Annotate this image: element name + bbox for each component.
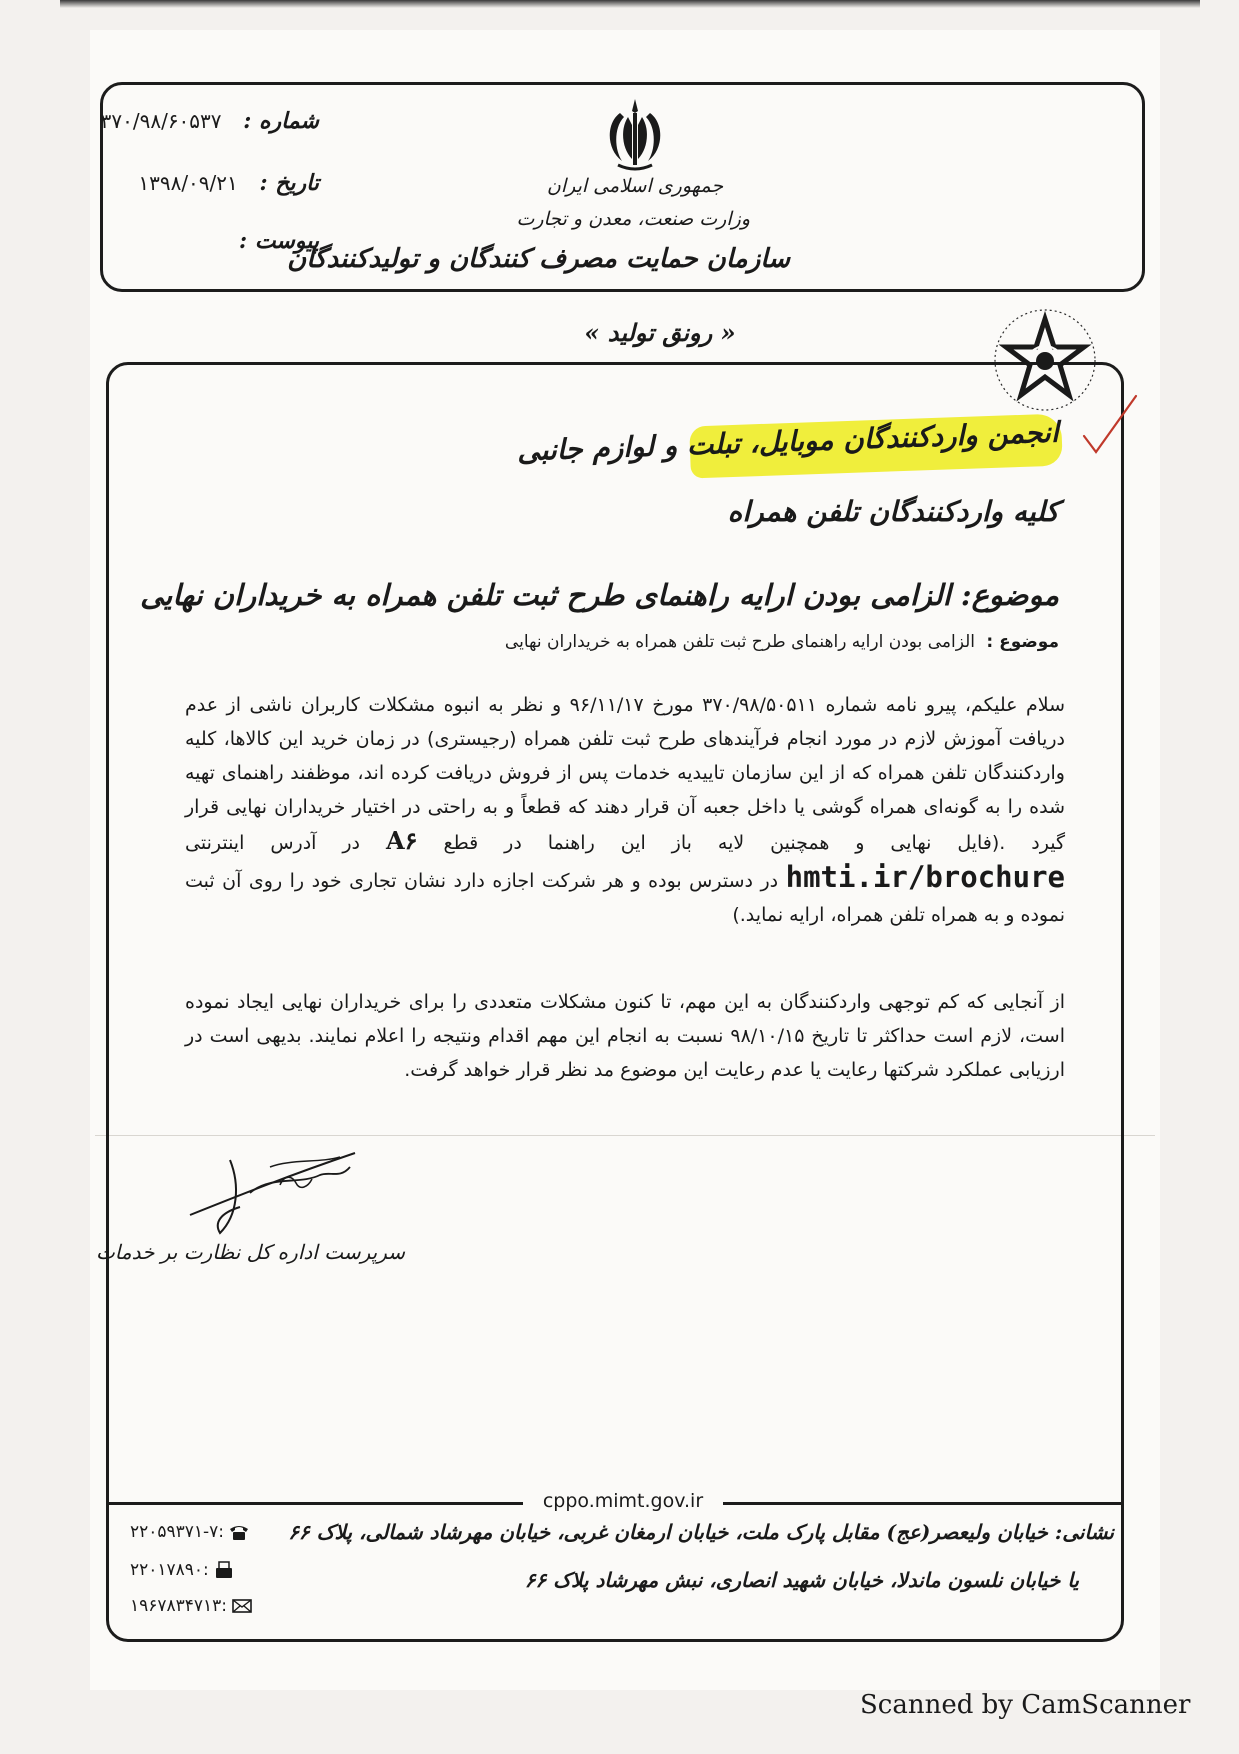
letter-date-value: ۱۳۹۸/۰۹/۲۱	[138, 171, 238, 195]
fax-number: ۲۲۰۱۷۸۹۰:	[130, 1560, 209, 1580]
recipient-line: انجمن واردکنندگان موبایل، تبلت و لوازم جانبی	[516, 415, 1060, 468]
body-paragraph-2	[185, 985, 1065, 1087]
motto: « رونق تولید »	[584, 318, 736, 347]
letter-attachment-row	[225, 228, 319, 254]
postal-code: ۱۹۶۷۸۳۴۷۱۳:	[130, 1596, 228, 1616]
letterhead-ministry: وزارت صنعت، معدن و تجارت	[516, 208, 750, 230]
body-p1-b: در آدرس اینترنتی	[185, 832, 361, 854]
letter-attachment-label: پیوست :	[239, 228, 319, 254]
fax-icon	[213, 1561, 235, 1579]
brochure-url: hmti.ir/brochure	[785, 860, 1065, 894]
iran-emblem-icon	[600, 95, 670, 171]
letterhead-organization: سازمان حمایت مصرف کنندگان و تولیدکنندگان	[287, 244, 790, 274]
phone-number: ۲۲۰۵۹۳۷۱-۷:	[130, 1522, 225, 1542]
address-line-2: یا خیابان نلسون ماندلا، خیابان شهید انصاری، نبش مهرشاد پلاک ۶۶	[524, 1568, 1079, 1592]
envelope-icon	[231, 1597, 253, 1615]
letter-number-value: ۳۷۰/۹۸/۶۰۵۳۷	[100, 109, 222, 133]
body-p1-a: سلام علیکم، پیرو نامه شماره ۳۷۰/۹۸/۵۰۵۱۱ مورخ ۹۶/۱۱/۱۷ و نظر به انبوه مشکلات کاربران ناشی از عدم دریافت آموزش لازم در مورد انجام فرآیندهای طرح ثبت تلفن همراه (رجیستری) در زمان خرید این کالاها، کلیه واردکنندگان تلفن همراه که از این سازمان تاییدیه خدمات پس از فروش دریافت کرده اند، موظفند راهنمای تهیه شده را به گونه‌ای همراه گوشی یا داخل جعبه آن قرار دهند که قطعاً و به راحتی در اختیار خریداران نهایی قرار گیرد .(فایل نهایی و همچنین لایه باز این راهنما در قطع	[185, 694, 1066, 854]
body-paragraph-1	[185, 688, 1065, 932]
letter-date-label: تاریخ :	[259, 170, 319, 196]
signature-title: سرپرست اداره کل نظارت بر خدمات	[95, 1240, 405, 1264]
body-p1-c: در دسترس بوده و هر شرکت اجازه دارد نشان تجاری خود را روی آن ثبت نموده و به همراه تلفن همراه، ارایه نماید.)	[185, 870, 1065, 926]
contact-phone	[130, 1522, 250, 1542]
subject-typed	[505, 632, 1059, 652]
scanner-watermark: Scanned by CamScanner	[860, 1690, 1191, 1720]
addressee-line: کلیه واردکنندگان تلفن همراه	[727, 495, 1059, 528]
letter-number-row	[101, 108, 319, 134]
subject-handwritten: موضوع: الزامی بودن ارایه راهنمای طرح ثبت تلفن همراه به خریداران نهایی	[140, 578, 1059, 612]
paper-size-a6: A۶	[385, 826, 418, 855]
subject-label: موضوع :	[986, 632, 1059, 652]
subject-text: الزامی بودن ارایه راهنمای طرح ثبت تلفن همراه به خریداران نهایی	[504, 632, 975, 652]
body-p2: از آنجایی که کم توجهی واردکنندگان به این مهم، تا کنون مشکلات متعددی را برای خریداران نهایی ایجاد نموده است، لازم است حداکثر تا تاریخ ۹۸/۱۰/۱۵ نسبت به انجام این مهم اقدام ونتیجه را اعلام نمایند. بدیهی است در ارزیابی عملکرد شرکتها رعایت یا عدم رعایت این موضوع مد نظر قرار خواهد گرفت.	[185, 991, 1065, 1081]
phone-icon	[228, 1523, 250, 1541]
check-icon	[1080, 390, 1140, 460]
letter-date-row	[138, 170, 319, 196]
scan-top-shadow	[60, 0, 1200, 8]
website-address: cppo.mimt.gov.ir	[523, 1490, 723, 1512]
address-line-1: نشانی: خیابان ولیعصر(عج) مقابل پارک ملت، خیابان ارمغان غربی، خیابان مهرشاد شمالی، پلاک ۶۶	[288, 1520, 1114, 1544]
letter-number-label: شماره :	[243, 108, 319, 134]
contact-fax	[130, 1560, 235, 1580]
letterhead-country: جمهوری اسلامی ایران	[546, 175, 724, 197]
handwritten-signature	[180, 1145, 410, 1240]
contact-postal-code	[130, 1596, 253, 1616]
